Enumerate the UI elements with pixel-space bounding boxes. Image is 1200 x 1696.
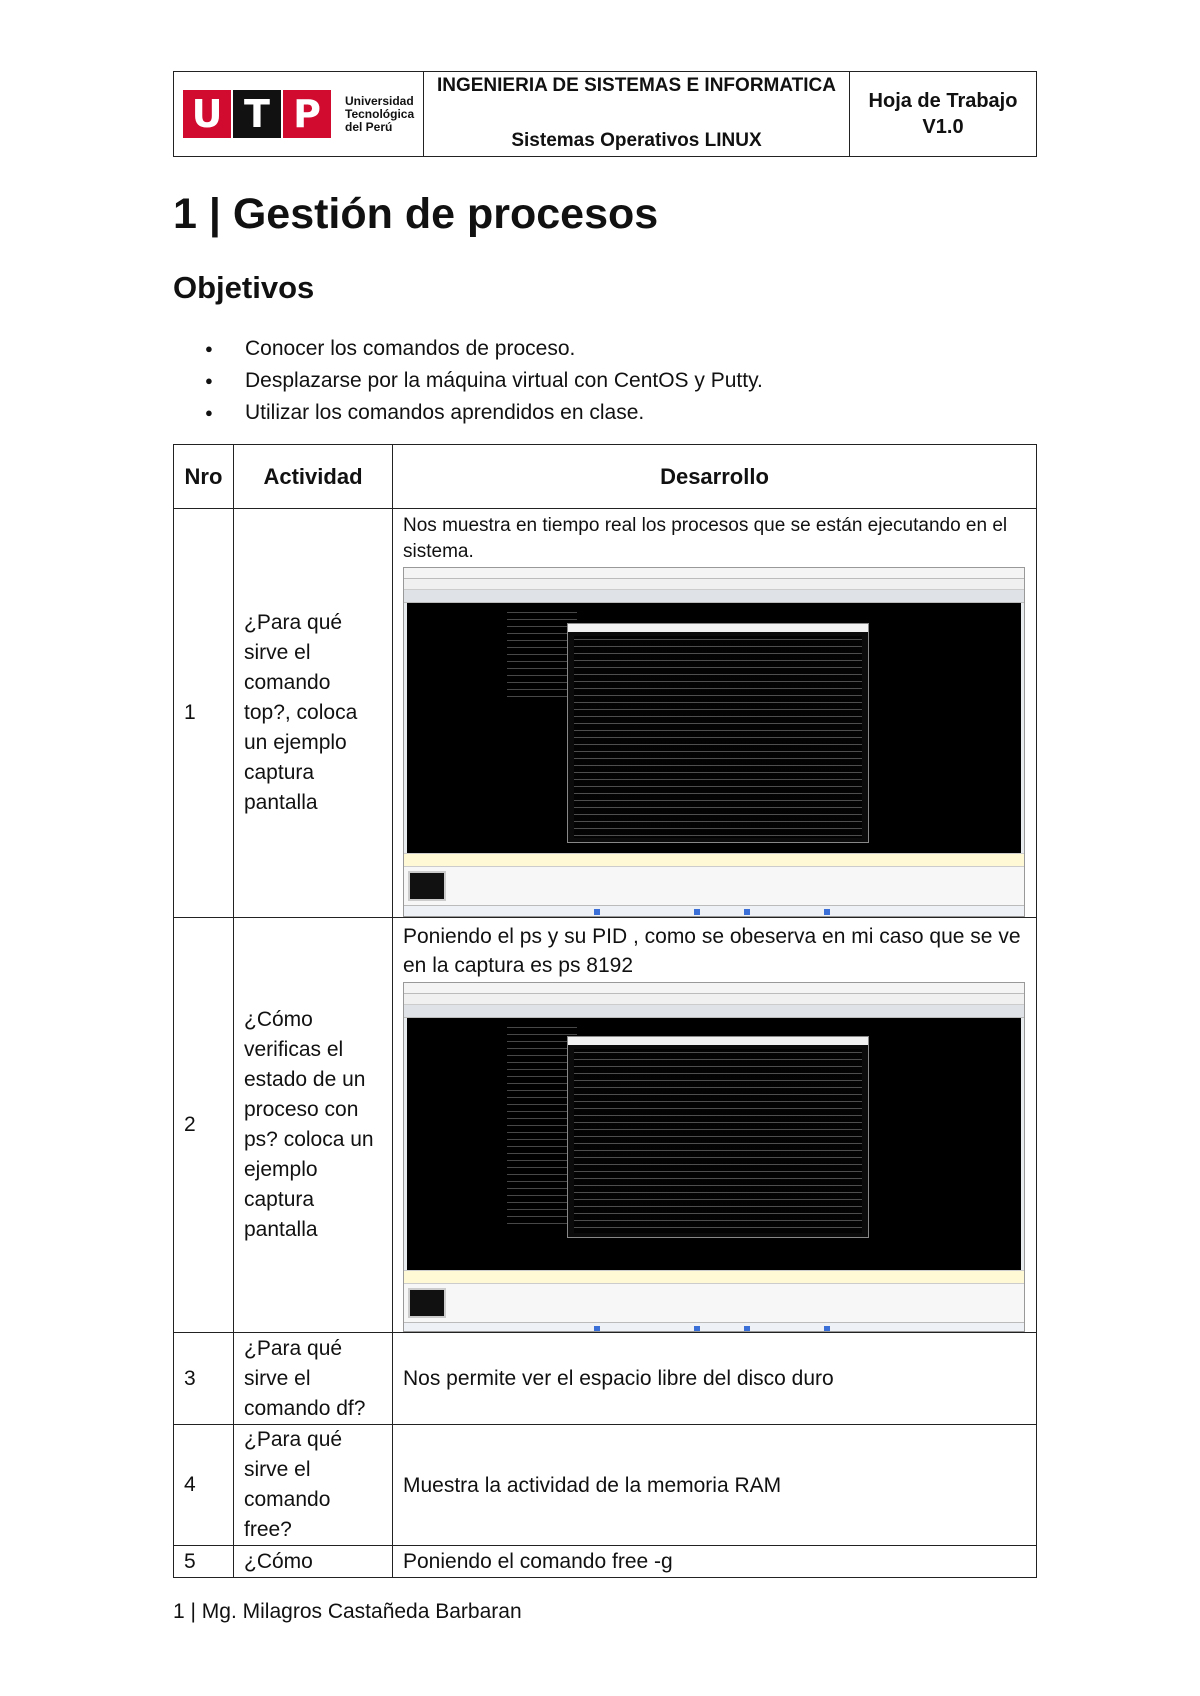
logo-letter-u: U: [183, 90, 231, 138]
vm-thumbnail: [408, 871, 446, 901]
logo-text-line: del Perú: [345, 119, 393, 134]
row-activity: ¿Para qué sirve el comando df?: [234, 1333, 393, 1425]
row-number: 5: [174, 1546, 234, 1578]
header-activity: Actividad: [234, 445, 393, 509]
row-number: 4: [174, 1425, 234, 1546]
table-row: [174, 1425, 1037, 1546]
course-name: Sistemas Operativos LINUX: [511, 130, 762, 151]
row-number: 3: [174, 1333, 234, 1425]
row-development: [393, 509, 1037, 918]
row-development: [393, 918, 1037, 1333]
screenshot-top-command: [403, 567, 1025, 917]
activity-table: [173, 444, 1037, 1578]
table-row: [174, 1333, 1037, 1425]
table-row: [174, 918, 1037, 1333]
row-activity: ¿Cómo: [234, 1546, 393, 1578]
row-number: 2: [174, 918, 234, 1333]
header-doc-cell: [850, 72, 1036, 156]
objectives-heading: Objetivos: [173, 270, 315, 305]
logo-text-line: Universidad: [345, 93, 414, 108]
list-item: ● Utilizar los comandos aprendidos en clase.: [205, 397, 763, 429]
program-name: INGENIERIA DE SISTEMAS E INFORMATICA: [436, 75, 837, 96]
doc-version: V1.0: [922, 116, 964, 138]
row-development: Muestra la actividad de la memoria RAM: [393, 1425, 1037, 1546]
vm-thumbnail: [408, 1288, 446, 1318]
table-row: [174, 1546, 1037, 1578]
logo-letter-t: T: [233, 90, 281, 138]
row-number: 1: [174, 509, 234, 918]
list-item: ● Desplazarse por la máquina virtual con CentOS y Putty.: [205, 365, 763, 397]
row-development: Nos permite ver el espacio libre del disco duro: [393, 1333, 1037, 1425]
table-header-row: [174, 445, 1037, 509]
table-row: [174, 509, 1037, 918]
screenshot-ps-command: [403, 982, 1025, 1332]
page-title: 1 | Gestión de procesos: [173, 190, 659, 238]
header-program-cell: [424, 72, 850, 156]
logo-letter-p: P: [283, 90, 331, 138]
header-development: Desarrollo: [393, 445, 1037, 509]
row-activity: ¿Cómo verificas el estado de un proceso con ps? coloca un ejemplo captura pantalla: [234, 918, 393, 1333]
header-table: [173, 71, 1037, 157]
objectives-list: [205, 333, 763, 429]
utp-logo: [174, 72, 424, 156]
doc-type: Hoja de Trabajo: [868, 90, 1018, 112]
row-activity: ¿Para qué sirve el comando free?: [234, 1425, 393, 1546]
page-footer: 1 | Mg. Milagros Castañeda Barbaran: [173, 1600, 522, 1623]
row-activity: ¿Para qué sirve el comando top?, coloca un ejemplo captura pantalla: [234, 509, 393, 918]
logo-text-line: Tecnológica: [345, 106, 415, 121]
row-development: Poniendo el comando free -g: [393, 1546, 1037, 1578]
development-text: Poniendo el ps y su PID , como se obeserva en mi caso que se ve en la captura es ps 8192: [403, 925, 1021, 977]
header-nr: Nro: [174, 445, 234, 509]
list-item: ● Conocer los comandos de proceso.: [205, 333, 763, 365]
development-text: Nos muestra en tiempo real los procesos que se están ejecutando en el sistema.: [403, 515, 1008, 562]
logo-text: [345, 95, 414, 134]
